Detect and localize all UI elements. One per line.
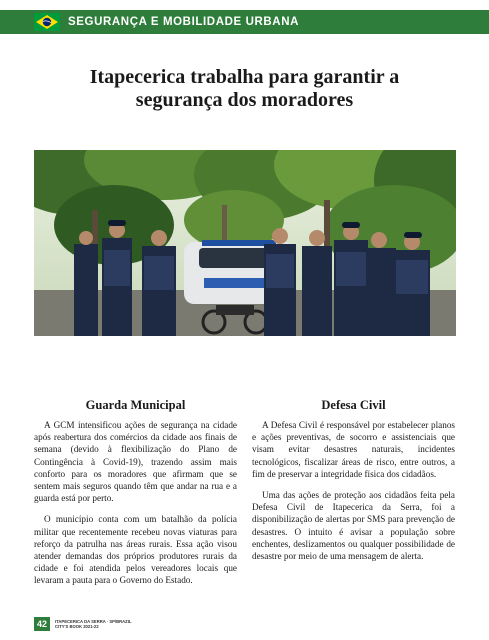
brand-line-2: CITY'S BOOK 2021-22 bbox=[55, 624, 99, 629]
article-headline bbox=[40, 66, 449, 112]
guarda-municipal-body bbox=[34, 419, 237, 596]
guarda-paragraph-1: A GCM intensificou ações de segurança na cidade após reabertura dos comércios da cidade aos finais de semana (devido à flexibilização do Plano de Contingência à Covid-19), trazendo assim mais conforto para os moradores que afirmam que se sentem mais seguros quando têm que andar na rua e a guarda está por perto. bbox=[34, 420, 237, 504]
defesa-civil-heading: Defesa Civil bbox=[321, 398, 386, 412]
headline-line-2: segurança dos moradores bbox=[135, 89, 354, 111]
page-footer bbox=[34, 616, 131, 632]
publication-brand bbox=[55, 619, 131, 629]
page-number: 42 bbox=[34, 617, 50, 631]
section-title: SEGURANÇA E MOBILIDADE URBANA bbox=[68, 16, 300, 28]
guarda-paragraph-2: O município conta com um batalhão da polícia militar que recentemente recebeu novas viaturas para reforço da patrulha nas áreas rurais. Essa ação visou atender demandas dos próprios produtores rurais da cidade e foi atendida pelos vereadores locais que levaram a pauta para o Governo do Estado. bbox=[34, 514, 237, 586]
brazil-flag-icon bbox=[34, 13, 60, 31]
defesa-paragraph-1: A Defesa Civil é responsável por estabelecer planos e ações preventivas, de socorro e assistenciais que visam evitar desastres naturais, incidentes tecnológicos, fiscalizar áreas de risco, entre outros, a fim de preservar a integridade física dos cidadãos. bbox=[252, 420, 455, 479]
guards-photo-illustration bbox=[34, 150, 456, 336]
guarda-municipal-heading: Guarda Municipal bbox=[85, 398, 186, 412]
defesa-civil-body bbox=[252, 419, 455, 571]
guards-group-photo bbox=[34, 150, 456, 336]
brand-line-1: ITAPECERICA DA SERRA · SP/BRAZIL bbox=[55, 619, 132, 624]
headline-line-1: Itapecerica trabalha para garantir a bbox=[89, 66, 400, 88]
defesa-paragraph-2: Uma das ações de proteção aos cidadãos feita pela Defesa Civil de Itapecerica da Serra, foi a disponibilização de alertas por SMS para prevenção de desastres. O intuito é avisar a população sobre enchentes, deslizamentos ou qualquer possibilidade de desastre por meio de uma mensagem de alerta. bbox=[252, 490, 455, 562]
section-header-bar bbox=[0, 10, 489, 34]
